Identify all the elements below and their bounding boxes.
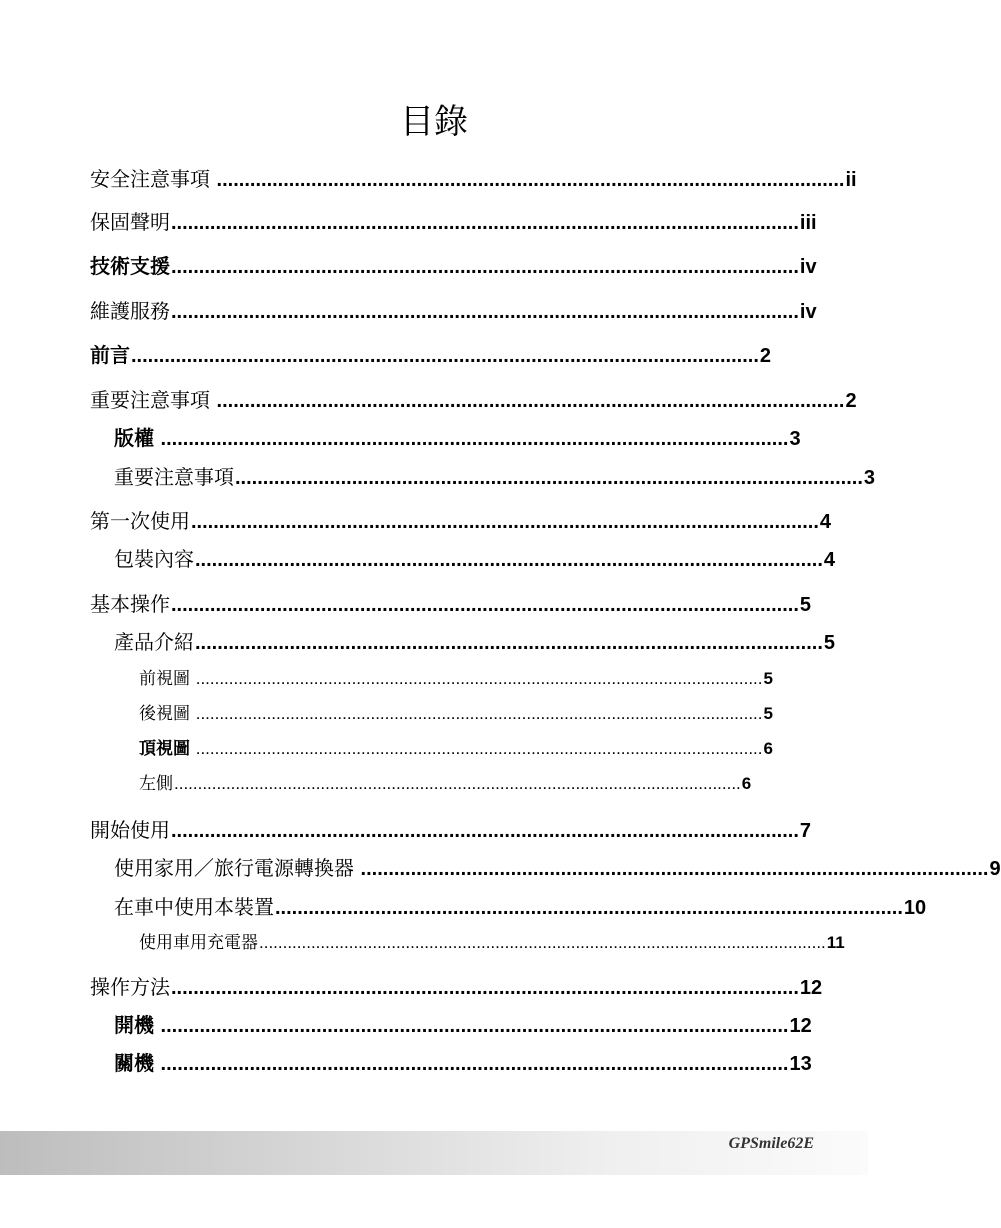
- toc-entry-page: 2: [845, 390, 857, 412]
- toc-entry[interactable]: [114, 1049, 812, 1077]
- toc-entry-page: 7: [799, 820, 812, 842]
- toc-entry-label: 重要注意事項: [114, 465, 234, 489]
- toc-entry-label: 開始使用: [90, 818, 170, 842]
- toc-entry[interactable]: [114, 424, 801, 452]
- toc-entry-page: 13: [789, 1053, 812, 1075]
- toc-entry[interactable]: [114, 854, 1001, 882]
- toc-entry-page: 6: [741, 774, 752, 793]
- toc-entry-label: 在車中使用本裝置: [114, 895, 274, 919]
- toc-dot-leader: .................................................................................................................: [171, 212, 799, 234]
- toc-entry-page: 3: [863, 467, 876, 489]
- toc-dot-leader: ........................................................................................................................: [191, 704, 763, 723]
- toc-entry-page: 5: [823, 632, 836, 654]
- toc-entry-page: iv: [799, 256, 817, 278]
- toc-entry-page: iv: [799, 301, 817, 323]
- toc-entry-label: 技術支援: [90, 254, 170, 278]
- toc-entry[interactable]: [139, 737, 773, 761]
- toc-entry-page: iii: [799, 212, 817, 234]
- toc-entry[interactable]: [114, 545, 836, 573]
- toc-dot-leader: .................................................................................................................: [171, 977, 799, 999]
- footer-model-name: GPSmile62E: [728, 1135, 814, 1152]
- toc-entry-page: 12: [799, 977, 823, 999]
- toc-entry-label: 關機: [114, 1051, 154, 1075]
- toc-dot-leader: .................................................................................................................: [155, 1015, 789, 1037]
- toc-entry-label: 使用車用充電器: [139, 933, 258, 953]
- toc-entry-page: 12: [789, 1015, 812, 1037]
- toc-dot-leader: .................................................................................................................: [171, 301, 799, 323]
- toc-entry-page: 10: [903, 897, 927, 919]
- toc-dot-leader: .................................................................................................................: [171, 820, 799, 842]
- toc-entry-label: 版權: [114, 426, 154, 450]
- toc-dot-leader: .................................................................................................................: [211, 169, 845, 191]
- toc-dot-leader: .................................................................................................................: [191, 511, 819, 533]
- toc-dot-leader: .................................................................................................................: [355, 858, 989, 880]
- toc-entry-label: 第一次使用: [90, 509, 190, 533]
- toc-dot-leader: .................................................................................................................: [275, 897, 903, 919]
- toc-dot-leader: .................................................................................................................: [235, 467, 863, 489]
- toc-entry-label: 基本操作: [90, 592, 170, 616]
- toc-entry[interactable]: [90, 589, 812, 619]
- toc-entry-label: 包裝內容: [114, 547, 194, 571]
- toc-dot-leader: ........................................................................................................................: [174, 774, 741, 793]
- toc-dot-leader: ........................................................................................................................: [191, 669, 763, 688]
- toc-entry[interactable]: [90, 506, 832, 536]
- toc-entry[interactable]: [139, 931, 845, 955]
- toc-dot-leader: .................................................................................................................: [171, 594, 799, 616]
- toc-entry[interactable]: [90, 207, 817, 237]
- toc-entry-page: 4: [823, 549, 836, 571]
- toc-entry[interactable]: [114, 1011, 812, 1039]
- toc-entry-page: 4: [819, 511, 832, 533]
- toc-entry-label: 頂視圖: [139, 739, 190, 759]
- toc-entry-label: 後視圖: [139, 704, 190, 724]
- toc-entry[interactable]: [114, 628, 836, 656]
- toc-entry[interactable]: [90, 815, 812, 845]
- page-title: 目錄: [400, 102, 468, 142]
- toc-dot-leader: .................................................................................................................: [195, 632, 823, 654]
- toc-dot-leader: .................................................................................................................: [195, 549, 823, 571]
- toc-entry[interactable]: [90, 340, 772, 370]
- toc-entry-page: 5: [763, 669, 773, 688]
- toc-dot-leader: ........................................................................................................................: [191, 739, 763, 758]
- toc-dot-leader: ........................................................................................................................: [259, 933, 826, 952]
- toc-entry-page: 9: [989, 858, 1001, 880]
- toc-entry[interactable]: [139, 772, 752, 796]
- toc-entry[interactable]: [90, 972, 823, 1002]
- toc-entry-label: 產品介紹: [114, 630, 194, 654]
- toc-entry-label: 使用家用／旅行電源轉換器: [114, 856, 354, 880]
- toc-entry-label: 前視圖: [139, 669, 190, 689]
- toc-entry[interactable]: [139, 702, 773, 726]
- toc-dot-leader: .................................................................................................................: [131, 345, 759, 367]
- toc-entry-label: 前言: [90, 343, 130, 367]
- toc-entry[interactable]: [90, 164, 857, 194]
- toc-entry[interactable]: [139, 667, 773, 691]
- toc-dot-leader: .................................................................................................................: [155, 428, 789, 450]
- toc-dot-leader: .................................................................................................................: [211, 390, 845, 412]
- toc-entry-label: 左側: [139, 774, 173, 794]
- toc-entry-page: 2: [759, 345, 772, 367]
- toc-entry[interactable]: [90, 296, 817, 326]
- toc-entry-page: ii: [845, 169, 857, 191]
- toc-entry-label: 操作方法: [90, 975, 170, 999]
- toc-entry-page: 11: [826, 933, 845, 952]
- toc-entry-label: 安全注意事項: [90, 167, 210, 191]
- toc-entry-label: 維護服務: [90, 299, 170, 323]
- toc-entry-page: 3: [789, 428, 801, 450]
- toc-entry-label: 保固聲明: [90, 210, 170, 234]
- toc-entry[interactable]: [90, 385, 857, 415]
- toc-entry[interactable]: [114, 463, 876, 491]
- toc-entry-page: 6: [763, 739, 773, 758]
- toc-entry[interactable]: [114, 893, 927, 921]
- toc-dot-leader: .................................................................................................................: [171, 256, 799, 278]
- toc-entry-label: 重要注意事項: [90, 388, 210, 412]
- toc-entry-page: 5: [763, 704, 773, 723]
- toc-entry-page: 5: [799, 594, 812, 616]
- toc-dot-leader: .................................................................................................................: [155, 1053, 789, 1075]
- toc-entry-label: 開機: [114, 1013, 154, 1037]
- toc-entry[interactable]: [90, 251, 817, 281]
